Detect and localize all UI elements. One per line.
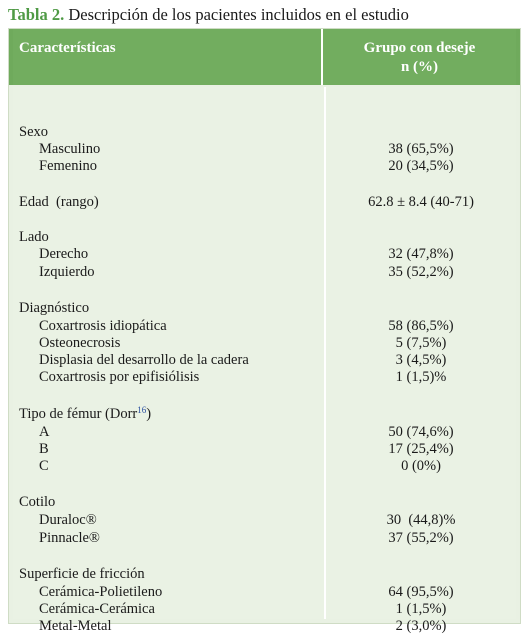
row-value: 38 (65,5%) — [388, 141, 454, 157]
table-row-femur-a — [13, 423, 516, 441]
row-value: 0 (0%) — [401, 458, 441, 474]
row-label: Sexo — [19, 124, 48, 140]
row-label: Femenino — [39, 158, 97, 174]
header-cell-characteristics — [13, 29, 323, 85]
table-row-edad — [13, 193, 516, 211]
table-row-ceramica-ceramica — [13, 600, 516, 618]
table-header — [9, 29, 520, 85]
row-value: 35 (52,2%) — [388, 264, 454, 280]
table-row-duraloc — [13, 511, 516, 529]
reference-superscript: 16 — [137, 405, 147, 415]
caption-text: Descripción de los pacientes incluidos en el estudio — [68, 5, 409, 24]
row-label: Masculino — [39, 141, 101, 157]
row-label: C — [39, 458, 49, 474]
row-label: Cotilo — [19, 494, 56, 510]
row-label-text: Tipo de fémur (Dorr — [19, 406, 138, 422]
table-row-femur-b — [13, 440, 516, 458]
header-group-line2: n (%) — [400, 59, 439, 75]
row-label: B — [39, 441, 49, 457]
row-value: 32 (47,8%) — [388, 246, 454, 262]
row-label: Izquierdo — [39, 264, 95, 280]
row-label: Lado — [19, 229, 49, 245]
table-row-tipo-femur — [13, 405, 516, 423]
row-label: Diagnóstico — [19, 300, 90, 316]
table-row-coxartrosis-epifisiolisis — [13, 368, 516, 386]
row-label — [19, 405, 151, 423]
table-row-osteonecrosis — [13, 334, 516, 352]
row-label: Pinnacle® — [39, 530, 100, 546]
row-label: Coxartrosis idiopática — [39, 318, 167, 334]
table-row-femur-c — [13, 457, 516, 475]
table-row-masculino — [13, 140, 516, 158]
row-label: Duraloc® — [39, 512, 97, 528]
table-row-displasia — [13, 351, 516, 369]
row-value: 20 (34,5%) — [388, 158, 454, 174]
table-row-coxartrosis-idiopatica — [13, 317, 516, 335]
row-label: Cerámica-Cerámica — [39, 601, 155, 617]
row-value: 5 (7,5%) — [395, 335, 447, 351]
row-label: Edad (rango) — [19, 194, 99, 210]
row-label: Coxartrosis por epifisiólisis — [39, 369, 200, 385]
row-label-close: ) — [146, 406, 152, 422]
row-value: 58 (86,5%) — [388, 318, 454, 334]
table-row-femenino — [13, 157, 516, 175]
table-row-derecho — [13, 245, 516, 263]
table-caption — [8, 5, 409, 25]
row-label: Derecho — [39, 246, 89, 262]
row-value: 3 (4,5%) — [395, 352, 447, 368]
row-label: Displasia del desarrollo de la cadera — [39, 352, 249, 368]
table-row-sexo — [13, 123, 516, 141]
row-value: 30 (44,8)% — [386, 512, 456, 528]
row-value: 50 (74,6%) — [388, 424, 454, 440]
row-label: Superficie de fricción — [19, 566, 145, 582]
table-row-lado — [13, 228, 516, 246]
table-body — [13, 87, 516, 634]
table-row-metal-metal — [13, 617, 516, 635]
row-label: Metal-Metal — [39, 618, 112, 634]
table-row-cotilo — [13, 493, 516, 511]
table-row-pinnacle — [13, 529, 516, 547]
table-row-izquierdo — [13, 263, 516, 281]
caption-label: Tabla 2. — [8, 5, 65, 24]
header-cell-group — [323, 29, 516, 85]
table-frame — [8, 28, 521, 634]
row-label: Osteonecrosis — [39, 335, 121, 351]
table-row-superficie — [13, 565, 516, 583]
header-characteristics: Características — [19, 40, 116, 56]
row-value: 64 (95,5%) — [388, 584, 454, 600]
row-value: 62.8 ± 8.4 (40-71) — [368, 194, 474, 210]
row-value: 2 (3,0%) — [395, 618, 447, 634]
header-group-line1: Grupo con deseje — [363, 40, 476, 56]
table-row-diagnostico — [13, 299, 516, 317]
row-label: A — [39, 424, 50, 440]
row-value: 1 (1,5)% — [395, 369, 447, 385]
row-value: 17 (25,4%) — [388, 441, 454, 457]
table-row-ceramica-polietileno — [13, 583, 516, 601]
row-label: Cerámica-Polietileno — [39, 584, 163, 600]
row-value: 1 (1,5%) — [395, 601, 447, 617]
row-value: 37 (55,2%) — [388, 530, 454, 546]
